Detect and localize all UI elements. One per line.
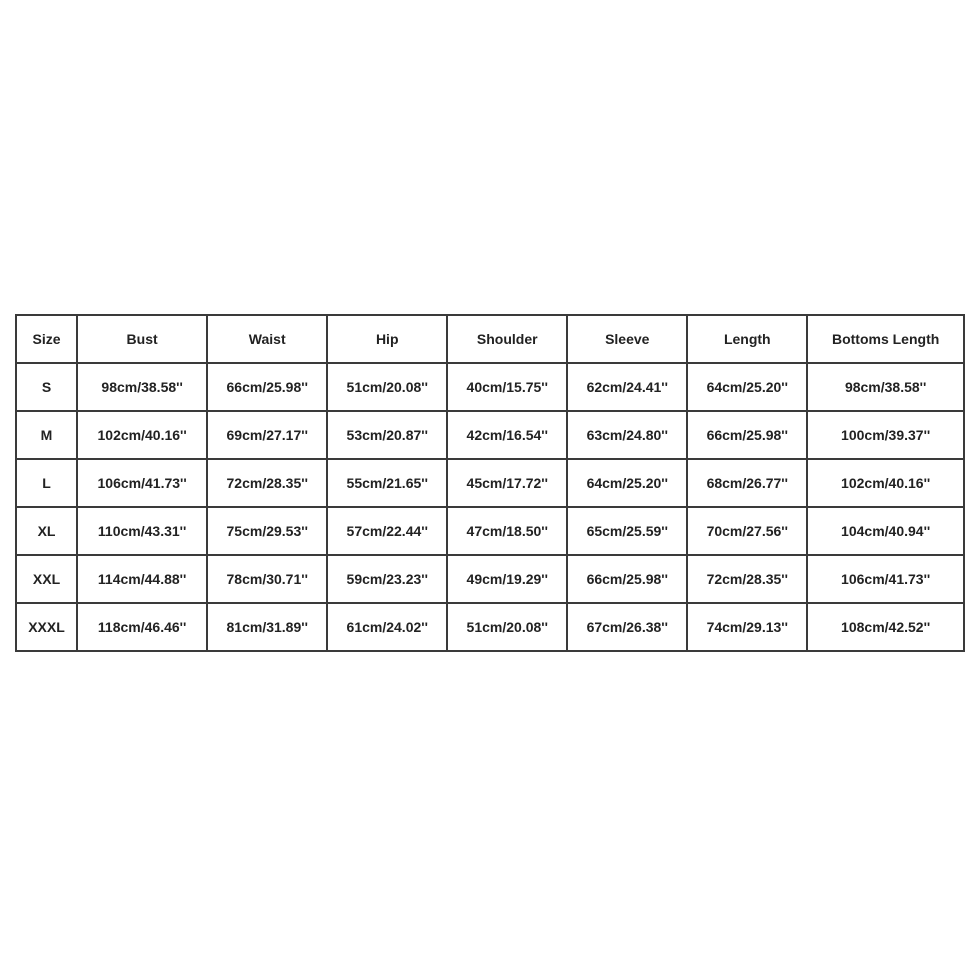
bottoms-length-cell: 108cm/42.52'' (807, 603, 964, 651)
size-cell: XL (16, 507, 77, 555)
waist-cell: 75cm/29.53'' (207, 507, 327, 555)
length-cell: 66cm/25.98'' (687, 411, 807, 459)
header-bust: Bust (77, 315, 207, 363)
hip-cell: 57cm/22.44'' (327, 507, 447, 555)
sleeve-cell: 63cm/24.80'' (567, 411, 687, 459)
length-cell: 68cm/26.77'' (687, 459, 807, 507)
bottoms-length-cell: 100cm/39.37'' (807, 411, 964, 459)
bust-cell: 98cm/38.58'' (77, 363, 207, 411)
table-row (16, 507, 964, 555)
length-cell: 70cm/27.56'' (687, 507, 807, 555)
bottoms-length-cell: 106cm/41.73'' (807, 555, 964, 603)
hip-cell: 59cm/23.23'' (327, 555, 447, 603)
table-row (16, 363, 964, 411)
size-cell: L (16, 459, 77, 507)
table-row (16, 459, 964, 507)
shoulder-cell: 40cm/15.75'' (447, 363, 567, 411)
sleeve-cell: 67cm/26.38'' (567, 603, 687, 651)
bust-cell: 102cm/40.16'' (77, 411, 207, 459)
bottoms-length-cell: 102cm/40.16'' (807, 459, 964, 507)
table-row (16, 603, 964, 651)
header-waist: Waist (207, 315, 327, 363)
bust-cell: 118cm/46.46'' (77, 603, 207, 651)
size-chart-table (15, 314, 965, 652)
waist-cell: 78cm/30.71'' (207, 555, 327, 603)
waist-cell: 66cm/25.98'' (207, 363, 327, 411)
size-cell: S (16, 363, 77, 411)
header-shoulder: Shoulder (447, 315, 567, 363)
shoulder-cell: 45cm/17.72'' (447, 459, 567, 507)
waist-cell: 69cm/27.17'' (207, 411, 327, 459)
bottoms-length-cell: 104cm/40.94'' (807, 507, 964, 555)
shoulder-cell: 42cm/16.54'' (447, 411, 567, 459)
table-row (16, 555, 964, 603)
shoulder-cell: 49cm/19.29'' (447, 555, 567, 603)
length-cell: 72cm/28.35'' (687, 555, 807, 603)
hip-cell: 61cm/24.02'' (327, 603, 447, 651)
bottoms-length-cell: 98cm/38.58'' (807, 363, 964, 411)
sleeve-cell: 62cm/24.41'' (567, 363, 687, 411)
header-size: Size (16, 315, 77, 363)
header-sleeve: Sleeve (567, 315, 687, 363)
size-cell: XXXL (16, 603, 77, 651)
sleeve-cell: 65cm/25.59'' (567, 507, 687, 555)
size-cell: M (16, 411, 77, 459)
header-length: Length (687, 315, 807, 363)
hip-cell: 53cm/20.87'' (327, 411, 447, 459)
header-row (16, 315, 964, 363)
length-cell: 74cm/29.13'' (687, 603, 807, 651)
sleeve-cell: 66cm/25.98'' (567, 555, 687, 603)
waist-cell: 81cm/31.89'' (207, 603, 327, 651)
hip-cell: 55cm/21.65'' (327, 459, 447, 507)
header-bottoms-length: Bottoms Length (807, 315, 964, 363)
header-hip: Hip (327, 315, 447, 363)
hip-cell: 51cm/20.08'' (327, 363, 447, 411)
bust-cell: 106cm/41.73'' (77, 459, 207, 507)
shoulder-cell: 47cm/18.50'' (447, 507, 567, 555)
bust-cell: 110cm/43.31'' (77, 507, 207, 555)
shoulder-cell: 51cm/20.08'' (447, 603, 567, 651)
table-row (16, 411, 964, 459)
waist-cell: 72cm/28.35'' (207, 459, 327, 507)
sleeve-cell: 64cm/25.20'' (567, 459, 687, 507)
size-cell: XXL (16, 555, 77, 603)
bust-cell: 114cm/44.88'' (77, 555, 207, 603)
length-cell: 64cm/25.20'' (687, 363, 807, 411)
